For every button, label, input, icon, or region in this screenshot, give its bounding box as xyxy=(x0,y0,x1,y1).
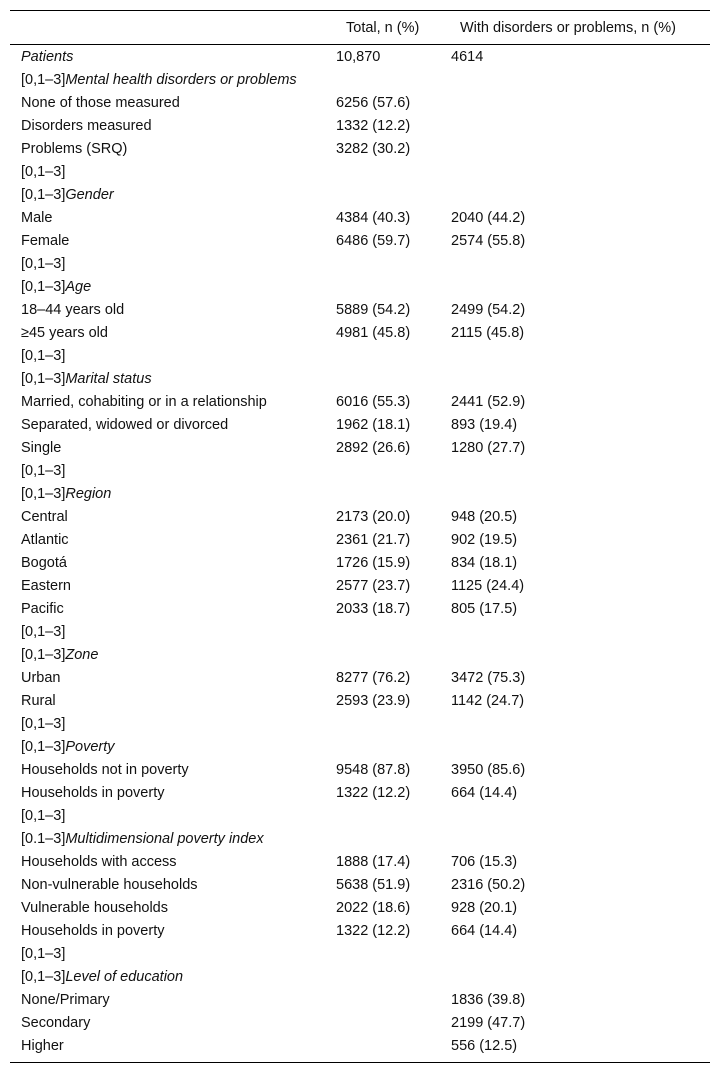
with-disorders-cell: 948 (20.5) xyxy=(451,509,518,525)
row-label xyxy=(21,1012,90,1035)
row-label xyxy=(21,253,65,276)
total-cell: 8277 (76.2) xyxy=(336,670,411,686)
with-disorders-cell: 893 (19.4) xyxy=(451,417,518,433)
table-row xyxy=(10,276,710,299)
row-label xyxy=(21,391,267,414)
with-disorders-cell: 2040 (44.2) xyxy=(451,210,526,226)
table-row xyxy=(10,1035,710,1058)
row-prefix: [0,1–3] xyxy=(21,647,66,663)
total-cell: 1962 (18.1) xyxy=(336,417,411,433)
data-table xyxy=(10,10,710,1063)
table-row xyxy=(10,184,710,207)
row-label xyxy=(21,598,64,621)
row-label-text: Urban xyxy=(21,670,61,686)
row-label xyxy=(21,368,152,391)
total-cell: 6016 (55.3) xyxy=(336,394,411,410)
total-cell: 1322 (12.2) xyxy=(336,785,411,801)
row-label xyxy=(21,782,164,805)
table-row xyxy=(10,920,710,943)
header-with-disorders: With disorders or problems, n (%) xyxy=(460,20,676,36)
row-label xyxy=(21,46,73,69)
total-cell: 2022 (18.6) xyxy=(336,900,411,916)
section-heading: Poverty xyxy=(65,739,115,755)
total-cell: 1322 (12.2) xyxy=(336,923,411,939)
total-cell: 2033 (18.7) xyxy=(336,601,411,617)
total-cell: 2361 (21.7) xyxy=(336,532,411,548)
table-row xyxy=(10,230,710,253)
row-label xyxy=(21,690,56,713)
row-prefix: [0.1–3] xyxy=(21,831,66,847)
row-label-text: Married, cohabiting or in a relationship xyxy=(21,394,267,410)
table-row xyxy=(10,644,710,667)
row-label xyxy=(21,460,65,483)
total-cell: 3282 (30.2) xyxy=(336,141,411,157)
row-prefix: [0,1–3] xyxy=(21,371,66,387)
table-row xyxy=(10,897,710,920)
with-disorders-cell: 834 (18.1) xyxy=(451,555,518,571)
table-row xyxy=(10,115,710,138)
total-cell: 4384 (40.3) xyxy=(336,210,411,226)
row-label-text: Single xyxy=(21,440,62,456)
table-row xyxy=(10,575,710,598)
section-heading: Zone xyxy=(65,647,99,663)
total-cell: 1888 (17.4) xyxy=(336,854,411,870)
row-label xyxy=(21,897,168,920)
table-row xyxy=(10,552,710,575)
row-label xyxy=(21,736,115,759)
row-label-text: Female xyxy=(21,233,70,249)
with-disorders-cell: 928 (20.1) xyxy=(451,900,518,916)
table-row xyxy=(10,598,710,621)
row-label xyxy=(21,414,228,437)
table-row xyxy=(10,437,710,460)
with-disorders-cell: 556 (12.5) xyxy=(451,1038,518,1054)
total-cell: 9548 (87.8) xyxy=(336,762,411,778)
row-label xyxy=(21,115,152,138)
with-disorders-cell: 4614 xyxy=(451,49,484,65)
row-label-text: [0,1–3] xyxy=(21,716,66,732)
row-prefix: [0,1–3] xyxy=(21,187,66,203)
row-label xyxy=(21,345,65,368)
row-label xyxy=(21,667,61,690)
with-disorders-cell: 902 (19.5) xyxy=(451,532,518,548)
section-heading: Patients xyxy=(21,49,74,65)
row-label xyxy=(21,575,71,598)
row-label-text: Eastern xyxy=(21,578,71,594)
table-row xyxy=(10,345,710,368)
row-label xyxy=(21,138,127,161)
row-label xyxy=(21,69,297,92)
row-label xyxy=(21,989,110,1012)
row-label-text: [0,1–3] xyxy=(21,808,66,824)
total-cell: 1726 (15.9) xyxy=(336,555,411,571)
row-label xyxy=(21,161,65,184)
row-label xyxy=(21,322,108,345)
with-disorders-cell: 3950 (85.6) xyxy=(451,762,526,778)
table-row xyxy=(10,92,710,115)
row-label xyxy=(21,184,114,207)
with-disorders-cell: 2441 (52.9) xyxy=(451,394,526,410)
table-row xyxy=(10,299,710,322)
header-total: Total, n (%) xyxy=(346,20,420,36)
with-disorders-cell: 805 (17.5) xyxy=(451,601,518,617)
with-disorders-cell: 3472 (75.3) xyxy=(451,670,526,686)
table-row xyxy=(10,253,710,276)
total-cell: 2577 (23.7) xyxy=(336,578,411,594)
row-label-text: Pacific xyxy=(21,601,64,617)
row-label xyxy=(21,966,183,989)
table-row xyxy=(10,161,710,184)
section-heading: Region xyxy=(65,486,112,502)
total-cell: 2593 (23.9) xyxy=(336,693,411,709)
table-row xyxy=(10,621,710,644)
section-heading: Gender xyxy=(65,187,114,203)
total-cell: 5889 (54.2) xyxy=(336,302,411,318)
total-cell: 5638 (51.9) xyxy=(336,877,411,893)
total-cell: 2173 (20.0) xyxy=(336,509,411,525)
row-label xyxy=(21,276,91,299)
table-row xyxy=(10,414,710,437)
row-label xyxy=(21,828,264,851)
table-row xyxy=(10,713,710,736)
row-label xyxy=(21,644,98,667)
table-row xyxy=(10,874,710,897)
row-label-text: Atlantic xyxy=(21,532,69,548)
table-row xyxy=(10,483,710,506)
row-label xyxy=(21,483,111,506)
table-row xyxy=(10,805,710,828)
table-row xyxy=(10,69,710,92)
row-label-text: Secondary xyxy=(21,1015,91,1031)
row-label-text: Households in poverty xyxy=(21,785,165,801)
table-body xyxy=(10,45,710,1062)
row-label xyxy=(21,230,69,253)
with-disorders-cell: 1280 (27.7) xyxy=(451,440,526,456)
table-row xyxy=(10,690,710,713)
row-label-text: [0,1–3] xyxy=(21,463,66,479)
section-heading: Multidimensional poverty index xyxy=(65,831,264,847)
row-label xyxy=(21,552,67,575)
row-label-text: Male xyxy=(21,210,53,226)
table-row xyxy=(10,667,710,690)
total-cell: 6256 (57.6) xyxy=(336,95,411,111)
row-label xyxy=(21,437,61,460)
section-heading: Marital status xyxy=(65,371,152,387)
row-label-text: Higher xyxy=(21,1038,64,1054)
row-label xyxy=(21,874,198,897)
table-row xyxy=(10,759,710,782)
with-disorders-cell: 706 (15.3) xyxy=(451,854,518,870)
row-label-text: [0,1–3] xyxy=(21,624,66,640)
table-row xyxy=(10,46,710,69)
table-row xyxy=(10,989,710,1012)
row-prefix: [0,1–3] xyxy=(21,486,66,502)
row-label xyxy=(21,299,124,322)
row-label xyxy=(21,759,189,782)
section-heading: Level of education xyxy=(65,969,184,985)
row-prefix: [0,1–3] xyxy=(21,739,66,755)
row-prefix: [0,1–3] xyxy=(21,279,66,295)
row-label xyxy=(21,621,65,644)
table-row xyxy=(10,138,710,161)
with-disorders-cell: 1142 (24.7) xyxy=(451,693,525,709)
row-label-text: Non-vulnerable households xyxy=(21,877,198,893)
row-label-text: Rural xyxy=(21,693,56,709)
row-label-text: Households with access xyxy=(21,854,177,870)
row-label-text: [0,1–3] xyxy=(21,946,66,962)
row-label-text: Central xyxy=(21,509,68,525)
row-label-text: Separated, widowed or divorced xyxy=(21,417,229,433)
row-label xyxy=(21,920,164,943)
with-disorders-cell: 664 (14.4) xyxy=(451,785,518,801)
table-row xyxy=(10,506,710,529)
table-row xyxy=(10,966,710,989)
table-row xyxy=(10,207,710,230)
table-row xyxy=(10,782,710,805)
total-cell: 6486 (59.7) xyxy=(336,233,411,249)
row-label xyxy=(21,1035,64,1058)
row-label xyxy=(21,805,65,828)
row-label xyxy=(21,92,180,115)
table-row xyxy=(10,460,710,483)
total-cell: 10,870 xyxy=(336,49,381,65)
row-label-text: Problems (SRQ) xyxy=(21,141,128,157)
table-bottom-rule xyxy=(10,1062,710,1063)
table-row xyxy=(10,391,710,414)
row-label-text: Households in poverty xyxy=(21,923,165,939)
row-label-text: Vulnerable households xyxy=(21,900,168,916)
row-label-text: Bogotá xyxy=(21,555,67,571)
with-disorders-cell: 2115 (45.8) xyxy=(451,325,525,341)
table-row xyxy=(10,943,710,966)
with-disorders-cell: 1836 (39.8) xyxy=(451,992,526,1008)
row-label-text: [0,1–3] xyxy=(21,164,66,180)
with-disorders-cell: 1125 (24.4) xyxy=(451,578,525,594)
row-label-text: [0,1–3] xyxy=(21,256,66,272)
with-disorders-cell: 2199 (47.7) xyxy=(451,1015,526,1031)
table-row xyxy=(10,1012,710,1035)
row-label xyxy=(21,713,65,736)
row-label xyxy=(21,506,68,529)
with-disorders-cell: 664 (14.4) xyxy=(451,923,518,939)
section-heading: Mental health disorders or problems xyxy=(65,72,297,88)
table-header xyxy=(10,11,710,44)
with-disorders-cell: 2574 (55.8) xyxy=(451,233,526,249)
table-row xyxy=(10,368,710,391)
row-label-text: None/Primary xyxy=(21,992,110,1008)
row-label xyxy=(21,943,65,966)
row-prefix: [0,1–3] xyxy=(21,969,66,985)
section-heading: Age xyxy=(65,279,92,295)
table-row xyxy=(10,851,710,874)
table-row xyxy=(10,529,710,552)
table-row xyxy=(10,736,710,759)
row-label-text: 18–44 years old xyxy=(21,302,125,318)
row-label-text: Disorders measured xyxy=(21,118,152,134)
with-disorders-cell: 2316 (50.2) xyxy=(451,877,526,893)
row-label-text: [0,1–3] xyxy=(21,348,66,364)
row-label xyxy=(21,529,69,552)
total-cell: 1332 (12.2) xyxy=(336,118,411,134)
row-label-text: Households not in poverty xyxy=(21,762,189,778)
total-cell: 2892 (26.6) xyxy=(336,440,411,456)
table-row xyxy=(10,828,710,851)
table-row xyxy=(10,322,710,345)
row-label xyxy=(21,851,177,874)
row-prefix: [0,1–3] xyxy=(21,72,66,88)
row-label-text: None of those measured xyxy=(21,95,180,111)
with-disorders-cell: 2499 (54.2) xyxy=(451,302,526,318)
row-label-text: ≥45 years old xyxy=(21,325,108,341)
total-cell: 4981 (45.8) xyxy=(336,325,411,341)
row-label xyxy=(21,207,52,230)
